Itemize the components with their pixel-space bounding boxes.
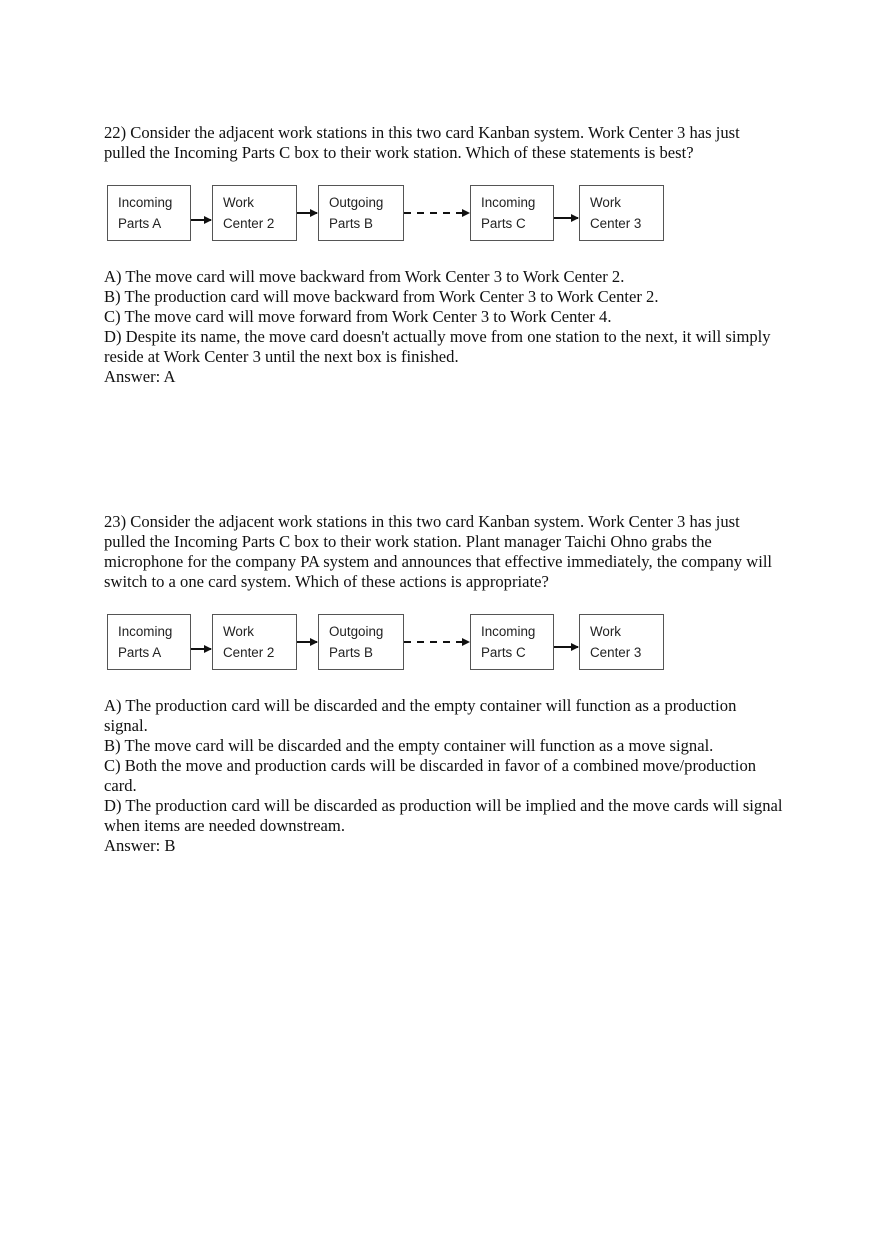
box-incoming-parts-a bbox=[107, 185, 191, 241]
box-label-line1: Outgoing bbox=[329, 195, 384, 210]
option-d: D) Despite its name, the move card doesn't actually move from one station to the next, it will simply reside at Work Center 3 until the next box is finished. bbox=[104, 327, 771, 366]
box-label-line2: Parts A bbox=[118, 645, 162, 660]
box-label-line2: Center 3 bbox=[590, 645, 642, 660]
box-work-center-2 bbox=[212, 614, 297, 670]
box-work-center-2 bbox=[212, 185, 297, 241]
option-a: A) The move card will move backward from Work Center 3 to Work Center 2. bbox=[104, 267, 625, 286]
box-label-line2: Center 2 bbox=[223, 645, 275, 660]
box-label-line2: Center 3 bbox=[590, 216, 642, 231]
option-c: C) The move card will move forward from Work Center 3 to Work Center 4. bbox=[104, 307, 612, 326]
question-22 bbox=[104, 123, 784, 387]
box-label-line1: Work bbox=[590, 195, 621, 210]
box-label-line1: Work bbox=[590, 624, 621, 639]
box-label-line2: Center 2 bbox=[223, 216, 275, 231]
box-incoming-parts-c bbox=[470, 185, 554, 241]
box-label-line1: Work bbox=[223, 195, 254, 210]
box-incoming-parts-c bbox=[470, 614, 554, 670]
box-label-line2: Parts B bbox=[329, 216, 373, 231]
box-label-line2: Parts C bbox=[481, 645, 526, 660]
box-label-line1: Work bbox=[223, 624, 254, 639]
option-c: C) Both the move and production cards will be discarded in favor of a combined move/production card. bbox=[104, 756, 757, 795]
box-label-line1: Incoming bbox=[118, 195, 173, 210]
option-a: A) The production card will be discarded and the empty container will function as a production signal. bbox=[104, 696, 737, 735]
box-label-line1: Incoming bbox=[481, 624, 536, 639]
box-label-line2: Parts A bbox=[118, 216, 162, 231]
question-23 bbox=[104, 512, 784, 856]
box-label-line1: Incoming bbox=[481, 195, 536, 210]
box-work-center-3 bbox=[579, 185, 664, 241]
box-incoming-parts-a bbox=[107, 614, 191, 670]
option-b: B) The production card will move backward from Work Center 3 to Work Center 2. bbox=[104, 287, 659, 306]
kanban-diagram bbox=[104, 614, 674, 676]
box-label-line1: Incoming bbox=[118, 624, 173, 639]
option-d: D) The production card will be discarded as production will be implied and the move cards will signal when items are needed downstream. bbox=[104, 796, 783, 835]
box-outgoing-parts-b bbox=[318, 614, 404, 670]
question-stem: 22) Consider the adjacent work stations in this two card Kanban system. Work Center 3 has just pulled the Incoming Parts C box to their work station. Which of these statements is best? bbox=[104, 123, 740, 162]
box-label-line2: Parts B bbox=[329, 645, 373, 660]
box-outgoing-parts-b bbox=[318, 185, 404, 241]
box-label-line1: Outgoing bbox=[329, 624, 384, 639]
answer: Answer: B bbox=[104, 836, 176, 855]
box-work-center-3 bbox=[579, 614, 664, 670]
kanban-diagram bbox=[104, 185, 674, 247]
option-b: B) The move card will be discarded and the empty container will function as a move signal. bbox=[104, 736, 714, 755]
answer: Answer: A bbox=[104, 367, 176, 386]
question-stem: 23) Consider the adjacent work stations in this two card Kanban system. Work Center 3 has just pulled the Incoming Parts C box to their work station. Plant manager Taichi Ohno grabs the microphone for the company PA system and announces that effective immediately, the company will switch to a one card system. Which of these actions is appropriate? bbox=[104, 512, 773, 591]
box-label-line2: Parts C bbox=[481, 216, 526, 231]
